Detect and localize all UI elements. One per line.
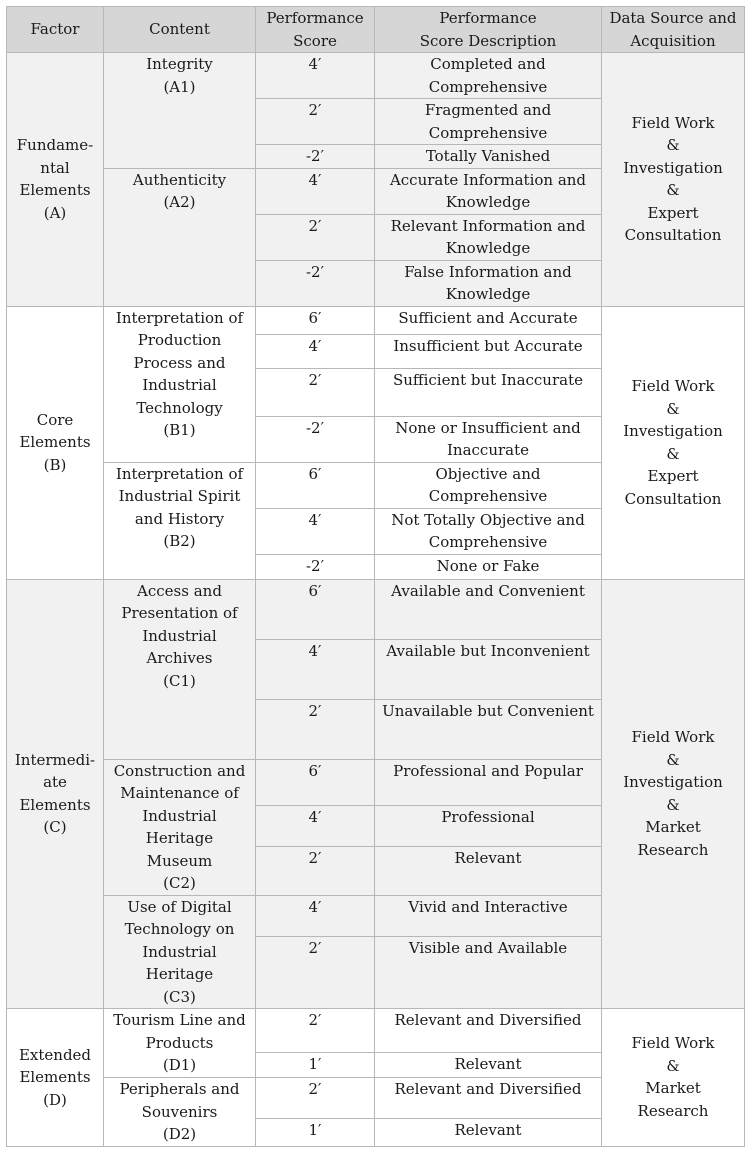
score-cell: 4′: [256, 334, 375, 368]
factor-group: [7, 306, 745, 579]
description-cell: Totally Vanished: [375, 145, 602, 169]
header-score: Performance Score: [256, 7, 375, 53]
description-cell: Relevant: [375, 846, 602, 895]
score-cell: -2′: [256, 260, 375, 306]
score-cell: 2′: [256, 1009, 375, 1053]
source-cell: Field Work & Investigation & Market Research: [602, 579, 745, 1009]
content-cell: Peripherals and Souvenirs (D2): [104, 1078, 256, 1147]
description-cell: Sufficient and Accurate: [375, 306, 602, 334]
description-cell: Professional: [375, 805, 602, 846]
content-cell: Access and Presentation of Industrial Archives (C1): [104, 579, 256, 759]
content-cell: Interpretation of Production Process and Industrial Technology (B1): [104, 306, 256, 462]
factor-cell: Core Elements (B): [7, 306, 104, 579]
description-cell: Available but Inconvenient: [375, 639, 602, 699]
description-cell: Visible and Available: [375, 936, 602, 1008]
score-cell: 2′: [256, 846, 375, 895]
description-cell: False Information and Knowledge: [375, 260, 602, 306]
table-row: [7, 53, 745, 99]
description-cell: Relevant: [375, 1118, 602, 1146]
description-cell: Completed and Comprehensive: [375, 53, 602, 99]
score-cell: 6′: [256, 462, 375, 508]
score-cell: -2′: [256, 416, 375, 462]
score-cell: 2′: [256, 214, 375, 260]
score-cell: -2′: [256, 554, 375, 579]
score-cell: 4′: [256, 53, 375, 99]
description-cell: None or Insufficient and Inaccurate: [375, 416, 602, 462]
description-cell: Available and Convenient: [375, 579, 602, 639]
factor-cell: Fundame- ntal Elements (A): [7, 53, 104, 307]
score-cell: 4′: [256, 168, 375, 214]
description-cell: Relevant: [375, 1053, 602, 1078]
description-cell: Fragmented and Comprehensive: [375, 99, 602, 145]
description-cell: Professional and Popular: [375, 759, 602, 805]
description-cell: Not Totally Objective and Comprehensive: [375, 508, 602, 554]
description-cell: Vivid and Interactive: [375, 895, 602, 936]
content-cell: Tourism Line and Products (D1): [104, 1009, 256, 1078]
evaluation-table: [6, 6, 745, 1147]
table-row: [7, 1009, 745, 1053]
header-content: Content: [104, 7, 256, 53]
content-cell: Interpretation of Industrial Spirit and History (B2): [104, 462, 256, 579]
score-cell: 6′: [256, 579, 375, 639]
description-cell: Relevant and Diversified: [375, 1078, 602, 1119]
description-cell: Sufficient but Inaccurate: [375, 368, 602, 416]
factor-group: [7, 1009, 745, 1147]
description-cell: Insufficient but Accurate: [375, 334, 602, 368]
score-cell: 4′: [256, 639, 375, 699]
score-cell: 6′: [256, 759, 375, 805]
factor-group: [7, 53, 745, 307]
description-cell: Unavailable but Convenient: [375, 699, 602, 759]
score-cell: 2′: [256, 99, 375, 145]
description-cell: Relevant Information and Knowledge: [375, 214, 602, 260]
score-cell: 2′: [256, 1078, 375, 1119]
header-row: [7, 7, 745, 53]
score-cell: 6′: [256, 306, 375, 334]
header-description: Performance Score Description: [375, 7, 602, 53]
table-header: [7, 7, 745, 53]
source-cell: Field Work & Investigation & Expert Consultation: [602, 53, 745, 307]
content-cell: Construction and Maintenance of Industrial Heritage Museum (C2): [104, 759, 256, 895]
factor-group: [7, 579, 745, 1009]
description-cell: None or Fake: [375, 554, 602, 579]
description-cell: Accurate Information and Knowledge: [375, 168, 602, 214]
header-source: Data Source and Acquisition: [602, 7, 745, 53]
score-cell: -2′: [256, 145, 375, 169]
score-cell: 4′: [256, 805, 375, 846]
source-cell: Field Work & Investigation & Expert Consultation: [602, 306, 745, 579]
score-cell: 4′: [256, 508, 375, 554]
description-cell: Objective and Comprehensive: [375, 462, 602, 508]
content-cell: Integrity (A1): [104, 53, 256, 169]
score-cell: 1′: [256, 1053, 375, 1078]
score-cell: 2′: [256, 936, 375, 1008]
score-cell: 2′: [256, 368, 375, 416]
table-row: [7, 306, 745, 334]
content-cell: Authenticity (A2): [104, 168, 256, 306]
factor-cell: Intermedi- ate Elements (C): [7, 579, 104, 1009]
score-cell: 1′: [256, 1118, 375, 1146]
header-factor: Factor: [7, 7, 104, 53]
table-row: [7, 579, 745, 639]
score-cell: 2′: [256, 699, 375, 759]
content-cell: Use of Digital Technology on Industrial Heritage (C3): [104, 895, 256, 1009]
score-cell: 4′: [256, 895, 375, 936]
description-cell: Relevant and Diversified: [375, 1009, 602, 1053]
source-cell: Field Work & Market Research: [602, 1009, 745, 1147]
factor-cell: Extended Elements (D): [7, 1009, 104, 1147]
